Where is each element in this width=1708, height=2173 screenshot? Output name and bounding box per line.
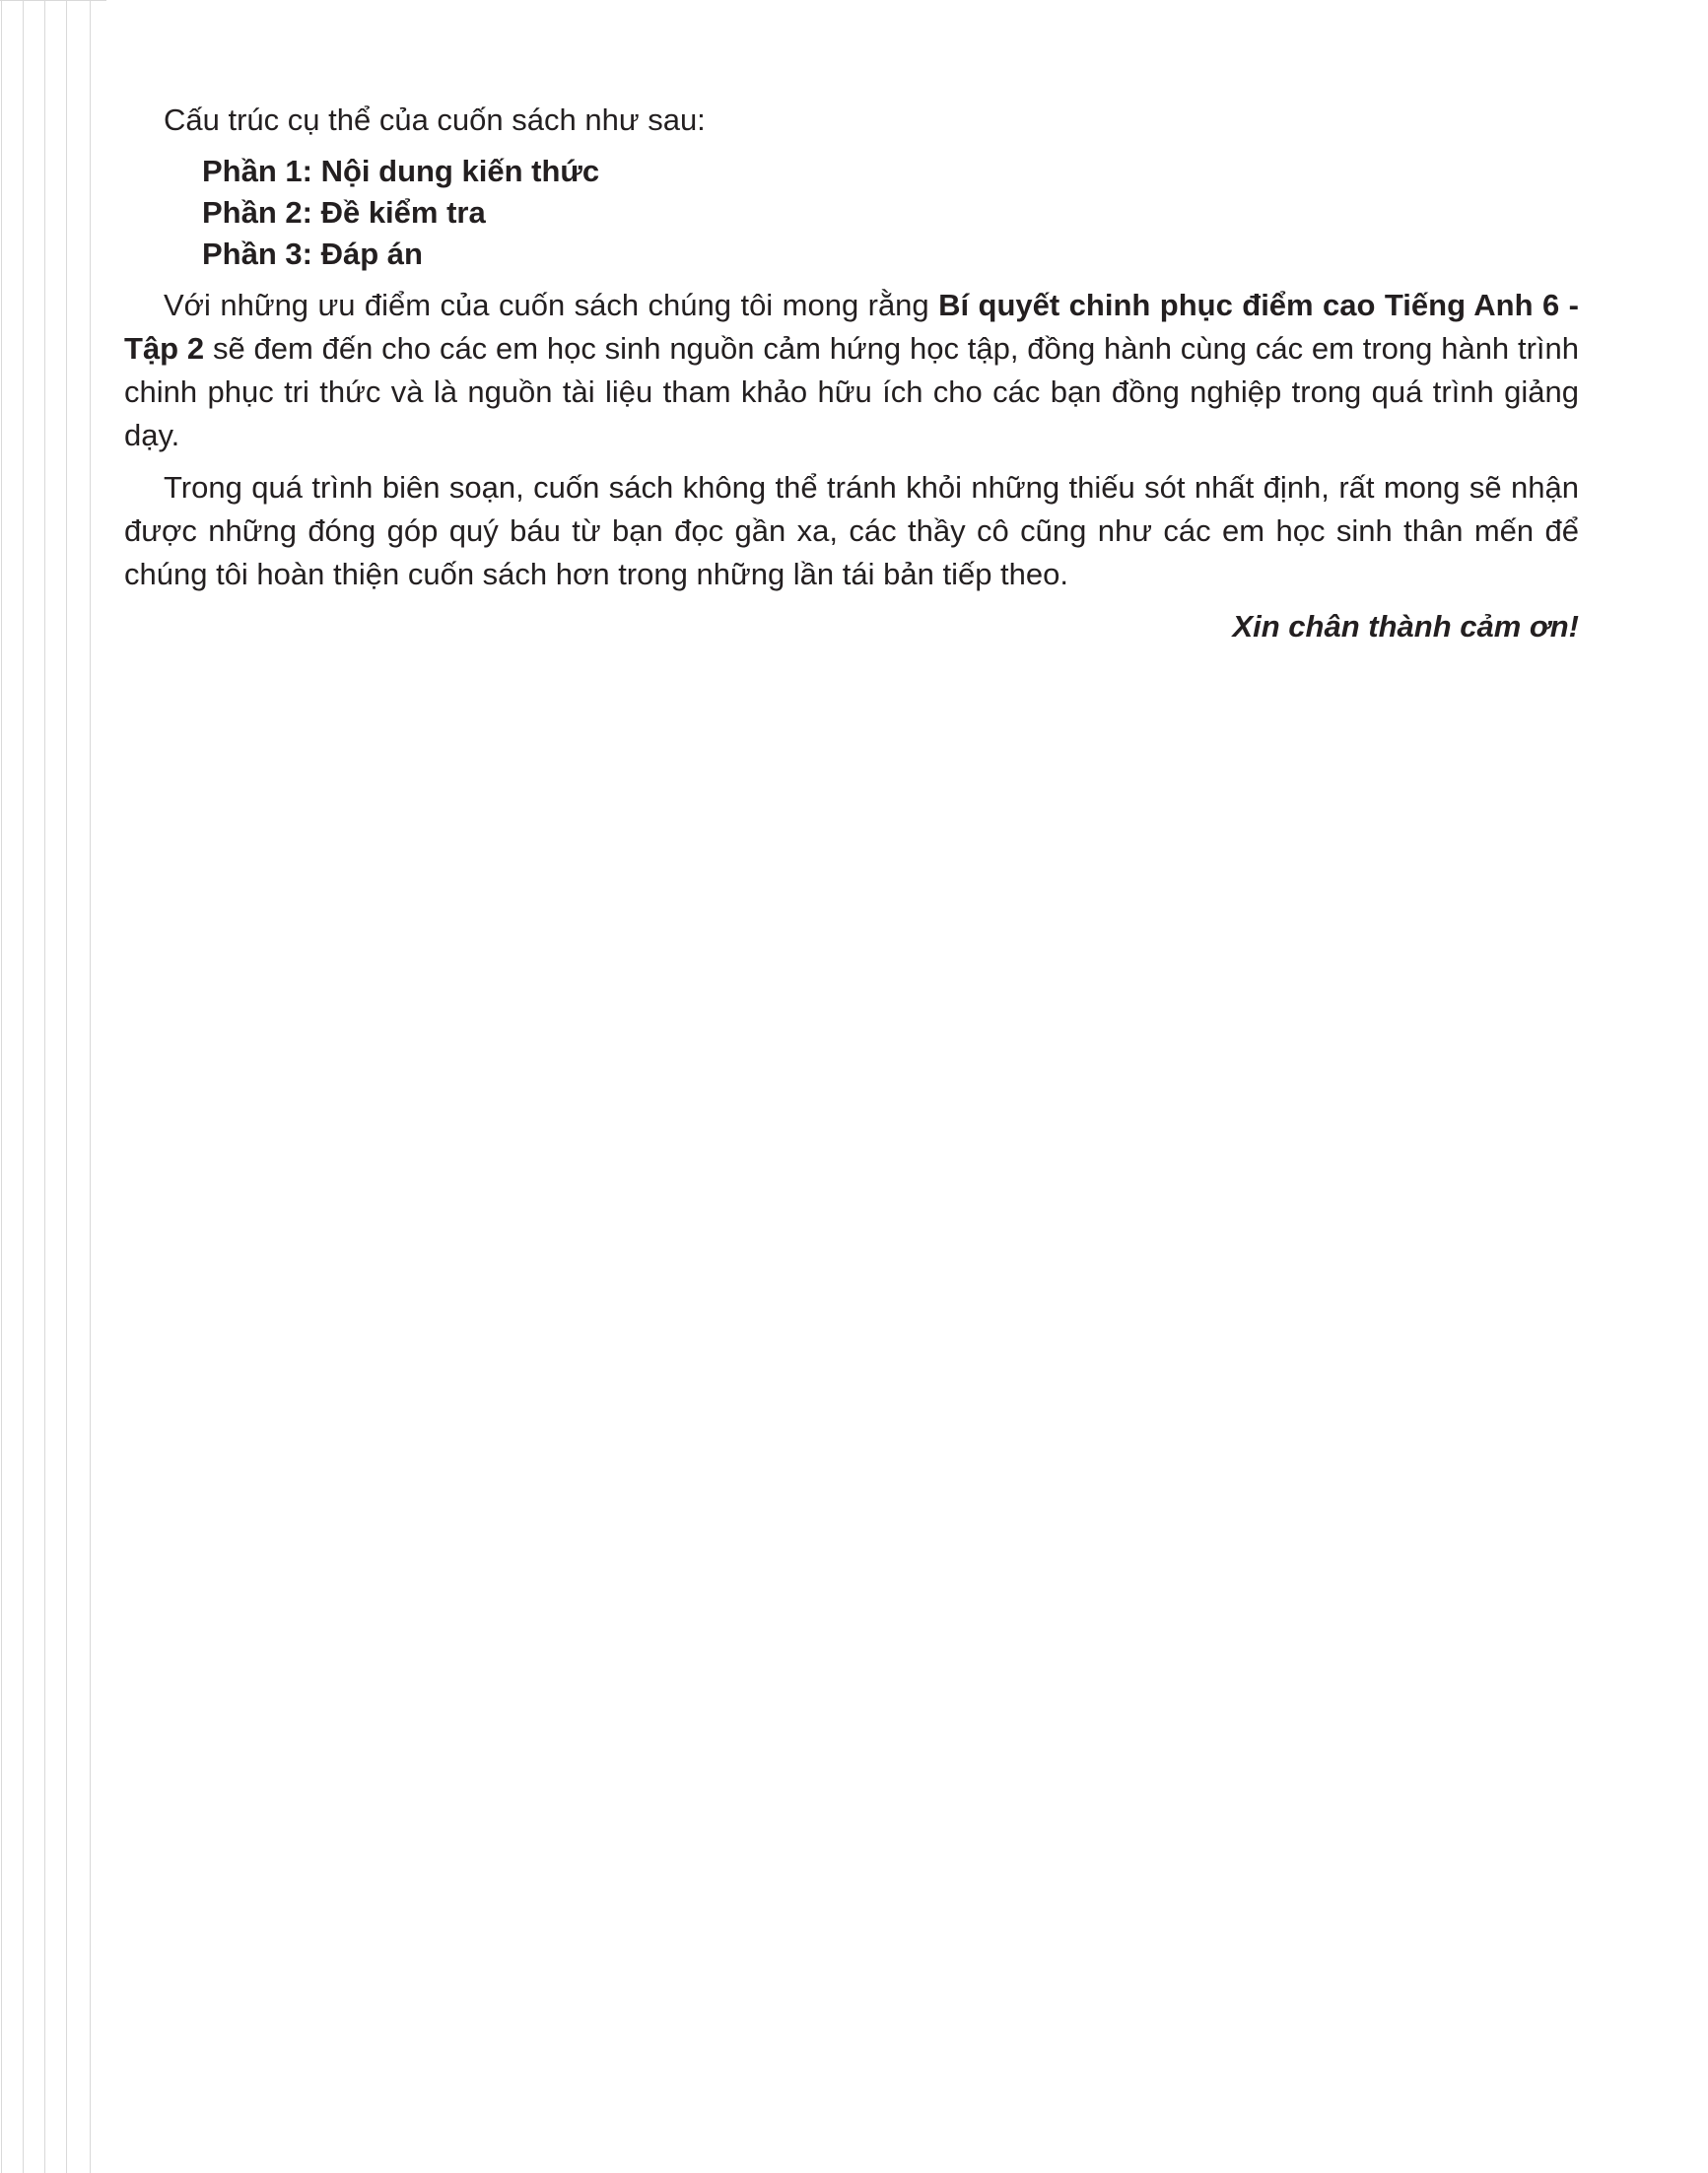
intro-paragraph: Cấu trúc cụ thể của cuốn sách như sau:	[164, 102, 706, 137]
page-edge-line	[66, 0, 67, 2173]
list-item: Phần 3: Đáp án	[202, 237, 423, 271]
book-title: Bí quyết chinh phục điểm cao Tiếng Anh 6 - Tập 2	[124, 288, 1579, 366]
page-edge-line	[23, 0, 24, 2173]
page-stack-edges	[0, 0, 91, 2173]
list-item: Phần 2: Đề kiểm tra	[202, 195, 486, 230]
advantages-paragraph	[124, 284, 1579, 457]
list-item: Phần 1: Nội dung kiến thức	[202, 154, 600, 188]
document-body	[124, 99, 1579, 648]
page-edge-line	[44, 0, 45, 2173]
paragraph-rest: sẽ đem đến cho các em học sinh nguồn cảm hứng học tập, đồng hành cùng các em trong hành trình chinh phục tri thức và là nguồn tài liệu tham khảo hữu ích cho các bạn đồng nghiệp trong quá trình giảng dạy.	[124, 331, 1580, 452]
signoff: Xin chân thành cảm ơn!	[1232, 609, 1579, 644]
paragraph-lead: Với những ưu điểm của cuốn sách chúng tôi mong rằng	[164, 288, 939, 322]
page-edge-line	[90, 0, 91, 2173]
feedback-paragraph: Trong quá trình biên soạn, cuốn sách không thể tránh khỏi những thiếu sót nhất định, rất mong sẽ nhận được những đóng góp quý báu từ bạn đọc gần xa, các thầy cô cũng như các em học sinh thân mến để chúng tôi hoàn thiện cuốn sách hơn trong những lần tái bản tiếp theo.	[124, 470, 1579, 591]
book-structure-list	[202, 151, 1579, 275]
page-edge-line	[1, 0, 2, 2173]
